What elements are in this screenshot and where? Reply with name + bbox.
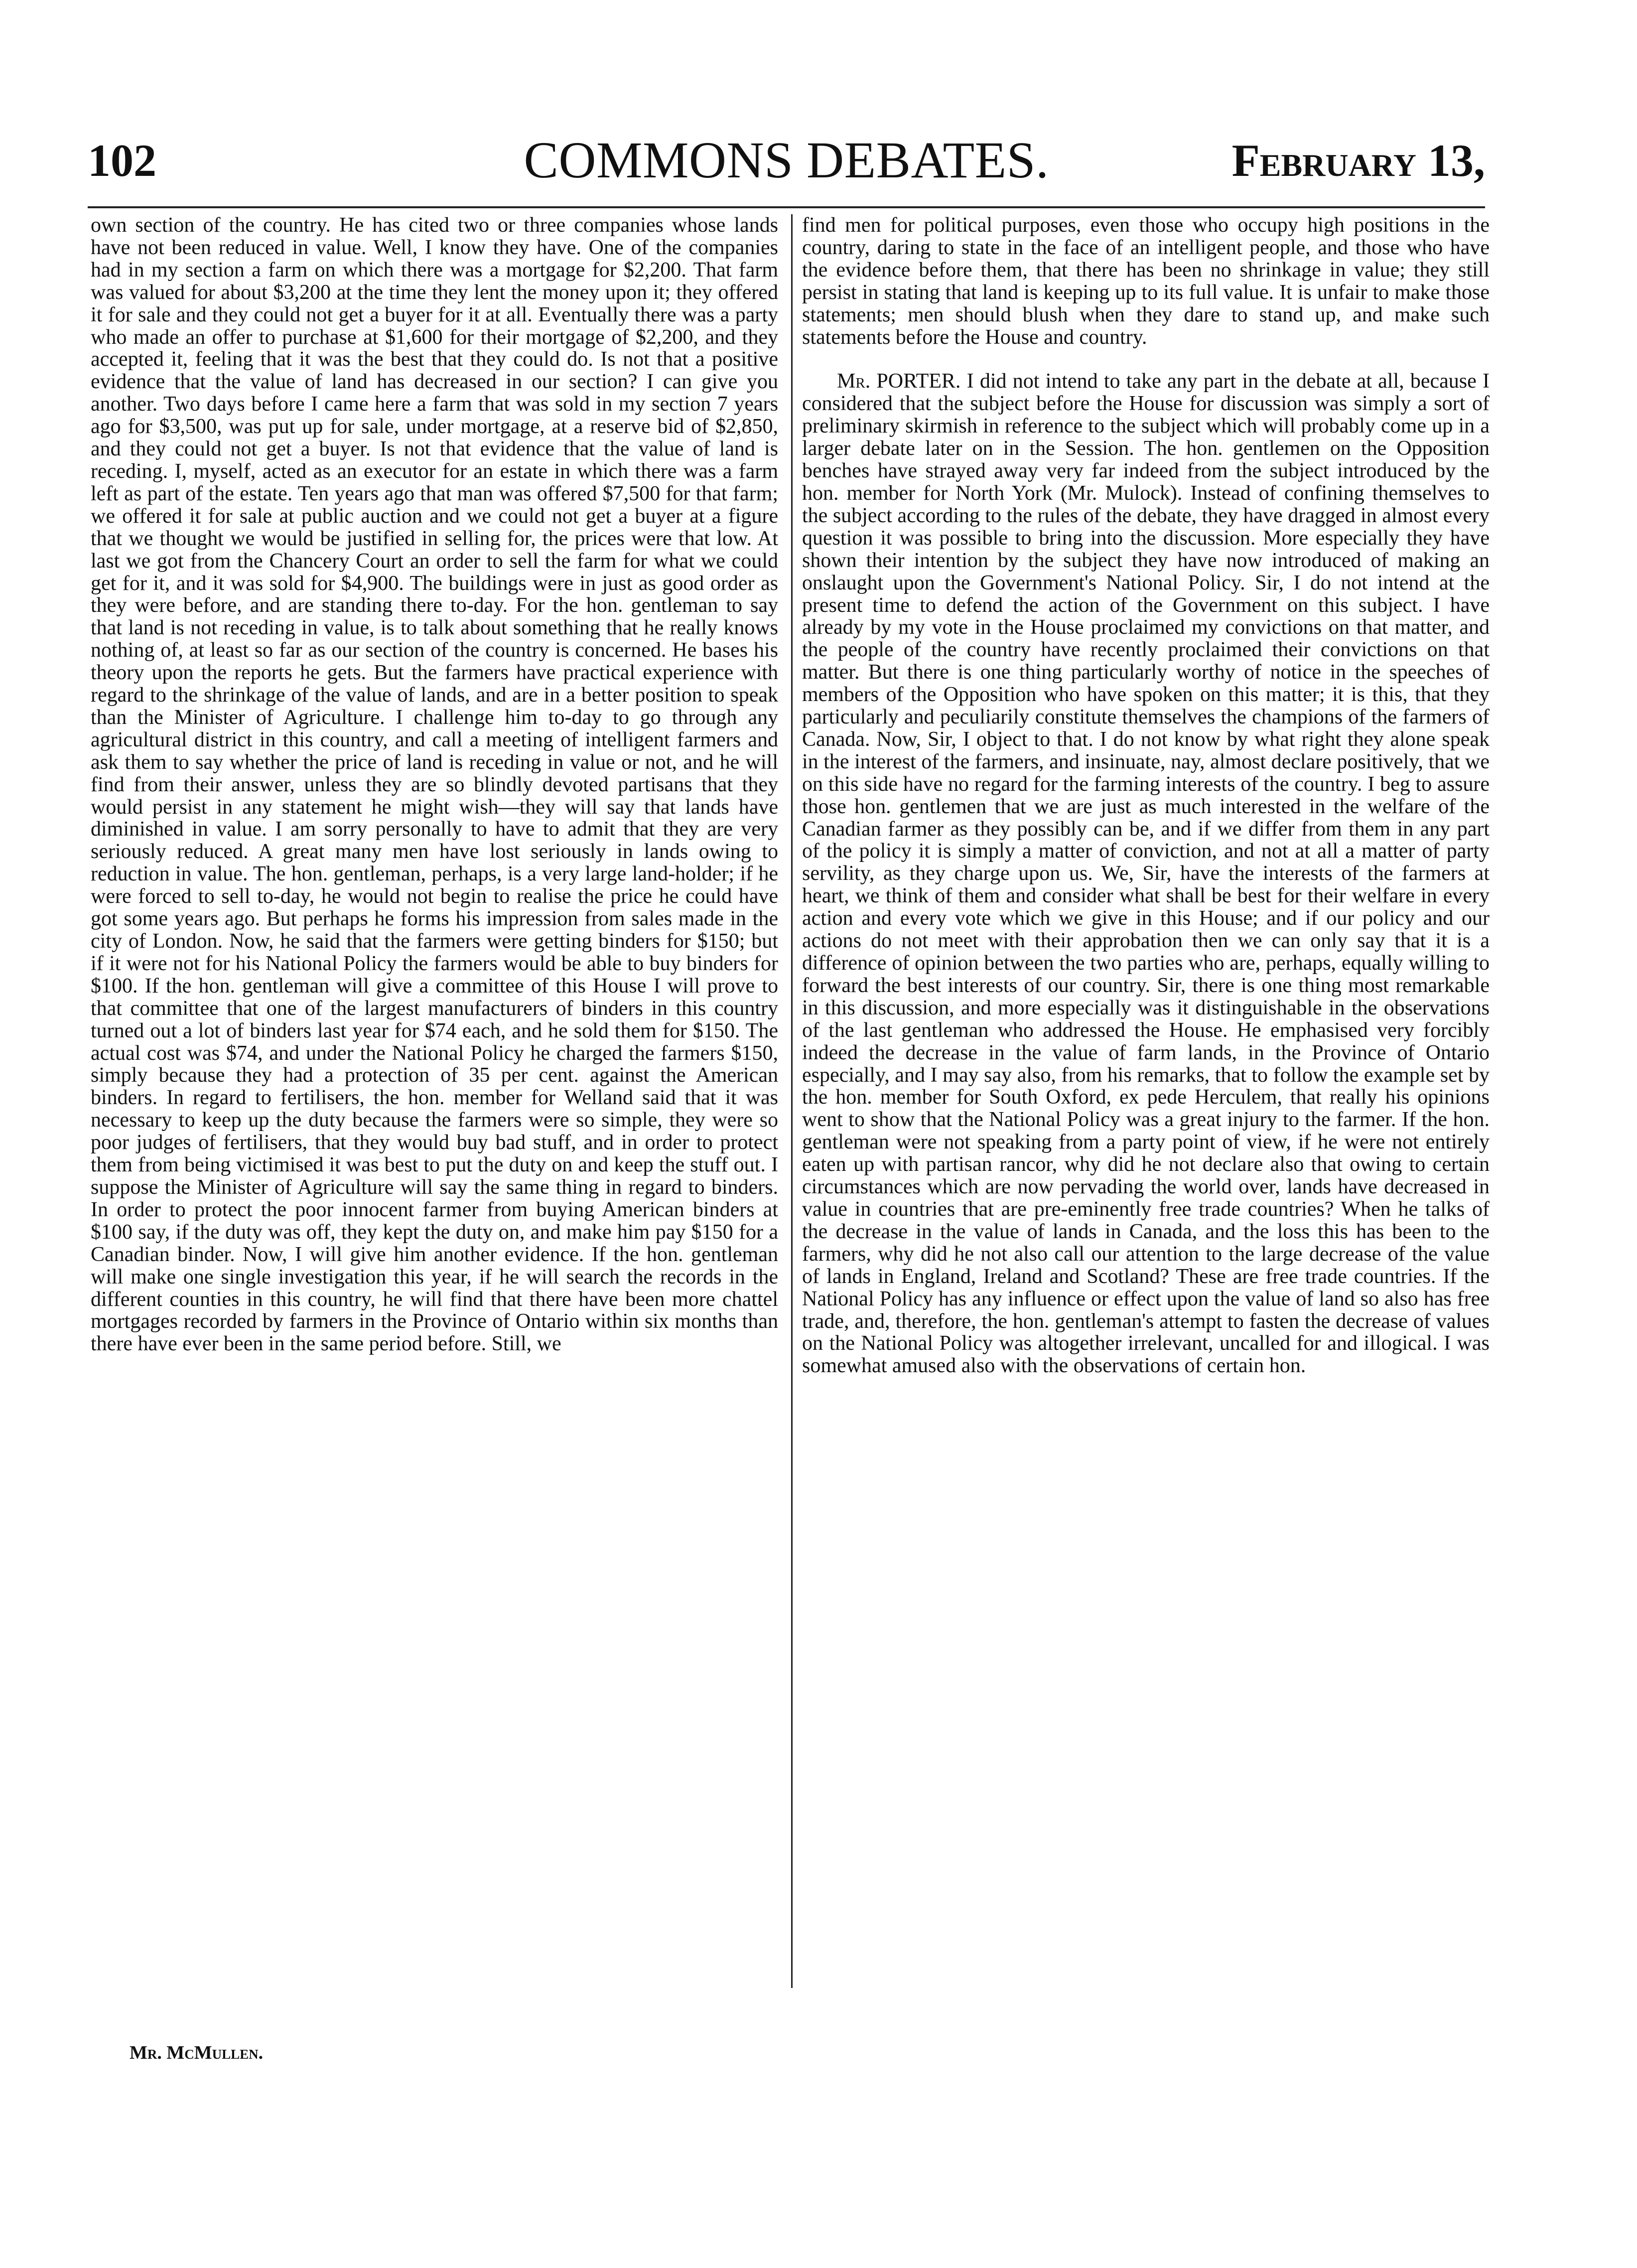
right-paragraph-2: I did not intend to take any part in the debate at all, because I considered that the subject before the House for discussion was simply a sort of preliminary skirmish in reference to the subject which will probably come up in a larger debate later on in the Session. The hon. gentlemen on the Opposition benches have strayed away very far indeed from the subject introduced by the hon. member for North York (Mr. Mulock). Instead of confining themselves to the subject according to the rules of the debate, they have dragged in almost every question it was possible to bring into the discussion. More especially they have shown their intention by the subject they have now introduced of making an onslaught upon the Government's National Policy. Sir, I do not intend at the present time to defend the action of the Government on this subject. I have already by my vote in the House proclaimed my convictions on that matter, and the people of the country have recently proclaimed their convictions on that matter. But there is one thing particularly worthy of notice in the speeches of members of the Opposition who have spoken on this matter; it is this, that they particularly and peculiarily constitute themselves the champions of the farmers of Canada. Now, Sir, I object to that. I do not know by what right they alone speak in the interest of the farmers, and insinuate, nay, almost declare positively, that we on this side have no regard for the farming interests of the country. I beg to assure those hon. gentlemen that we are just as much interested in the welfare of the Canadian farmer as they possibly can be, and if we differ from them in any part of the policy it is simply a matter of conviction, and not at all a matter of party servility, as they charge upon us. We, Sir, have the interests of the farmers at heart, we think of them and consider what shall be best for their welfare in every action and every vote which we give in this House; and if our policy and our actions do not meet with their approbation then we can only say that it is a difference of opinion between the two parties who are, perhaps, equally willing to forward the best interests of our country. Sir, there is one thing most remarkable in this discussion, and more especially was it distinguishable in the observations of the last gentleman who addressed the House. He emphasised very forcibly indeed the decrease in the value of farm lands, in the Province of Ontario especially, and I may say also, from his remarks, that to follow the example set by the hon. member for South Oxford, ex pede Herculem, that really his opinions went to show that the National Policy was a great injury to the farmer. If the hon. gentleman were not speaking from a party point of view, if he were not entirely eaten up with partisan rancor, why did he not declare also that owing to certain circumstances which are now pervading the world over, lands have decreased in value in countries that are pre-eminently free trade countries? When he talks of the decrease in the value of lands in Canada, and the loss this has been to the farmers, why did he not also call our attention to the large decrease of the value of lands in England, Ireland and Scotland? These are free trade countries. If the National Policy has any influence or effect upon the value of land so also has free trade, and, therefore, the hon. gentleman's attempt to fasten the decrease of values on the National Policy was altogether irrelevant, uncalled for and illogical. I was somewhat amused also with the observations of certain hon.: [802, 370, 1490, 1378]
speaker-name: Mr. PORTER.: [837, 370, 961, 393]
right-column: [802, 214, 1490, 2018]
left-column: [91, 214, 778, 2018]
footer-speaker: Mr. McMullen.: [130, 2042, 264, 2063]
page-number: 102: [88, 135, 156, 186]
right-paragraph-1: find men for political purposes, even those who occupy high positions in the country, daring to state in the face of an intelligent people, and those who have the evidence before them, that there has been no shrinkage in value; they still persist in stating that land is keeping up to its full value. It is unfair to make those statements; men should blush when they dare to stand up, and make such statements before the House and country.: [802, 214, 1490, 349]
speech-paragraph: [802, 370, 1490, 1377]
header-rule: [88, 206, 1485, 208]
journal-title: COMMONS DEBATES.: [524, 132, 1049, 189]
header-date: February 13,: [1231, 135, 1485, 186]
page-header: [88, 131, 1485, 200]
column-divider: [791, 214, 793, 1988]
left-paragraph-1: own section of the country. He has cited two or three companies whose lands have not been reduced in value. Well, I know they have. One of the companies had in my section a farm on which there was a mortgage for $2,200. That farm was valued for about $3,200 at the time they lent the money upon it; they offered it for sale and they could not get a buyer for it at all. Eventually there was a party who made an offer to purchase at $1,600 for their mortgage of $2,200, and they accepted it, feeling that it was the best that they could do. Is not that a positive evidence that the value of land has decreased in our section? I can give you another. Two days before I came here a farm that was sold in my section 7 years ago for $3,500, was put up for sale, under mortgage, at a reserve bid of $2,850, and they could not get a buyer. Is not that evidence that the value of land is receding. I, myself, acted as an executor for an estate in which there was a farm left as part of the estate. Ten years ago that man was offered $7,500 for that farm; we offered it for sale at public auction and we could not get a buyer at a figure that we thought we would be justified in selling for, the prices were that low. At last we got from the Chancery Court an order to sell the farm for what we could get for it, and it was sold for $4,900. The buildings were in just as good order as they were before, and are standing there to-day. For the hon. gentleman to say that land is not receding in value, is to talk about something that he really knows nothing of, at least so far as our section of the country is concerned. He bases his theory upon the reports he gets. But the farmers have practical experience with regard to the shrinkage of the value of lands, and are in a better position to speak than the Minister of Agriculture. I challenge him to-day to go through any agricultural district in this country, and call a meeting of intelligent farmers and ask them to say whether the price of land is receding in value or not, and he will find from their answer, unless they are so blindly devoted partisans that they would persist in any statement he might wish—they will say that lands have diminished in value. I am sorry personally to have to admit that they are very seriously reduced. A great many men have lost seriously in lands owing to reduction in value. The hon. gentleman, perhaps, is a very large land-holder; if he were forced to sell to-day, he would not begin to realise the price he could have got some years ago. But perhaps he forms his impression from sales made in the city of London. Now, he said that the farmers were getting binders for $150; but if it were not for his National Policy the farmers would be able to buy binders for $100. If the hon. gentleman will give a committee of this House I will prove to that committee that one of the largest manufacturers of binders in this country turned out a lot of binders last year for $74 each, and he sold them for $150. The actual cost was $74, and under the National Policy he charged the farmers $150, simply because they had a protection of 35 per cent. against the American binders. In regard to fertilisers, the hon. member for Welland said that it was necessary to keep up the duty because the farmers were so simple, they were so poor judges of fertilisers, that they would buy bad stuff, and in order to protect them from being victimised it was best to put the duty on and keep the stuff out. I suppose the Minister of Agriculture will say the same thing in regard to binders. In order to protect the poor innocent farmer from buying American binders at $100 say, if the duty was off, they kept the duty on, and make him pay $150 for a Canadian binder. Now, I will give him another evidence. If the hon. gentleman will make one single investigation this year, if he will search the records in the different counties in this country, he will find that there have been more chattel mortgages recorded by farmers in the Province of Ontario within six months than there have ever been in the same period before. Still, we: [91, 214, 778, 1356]
